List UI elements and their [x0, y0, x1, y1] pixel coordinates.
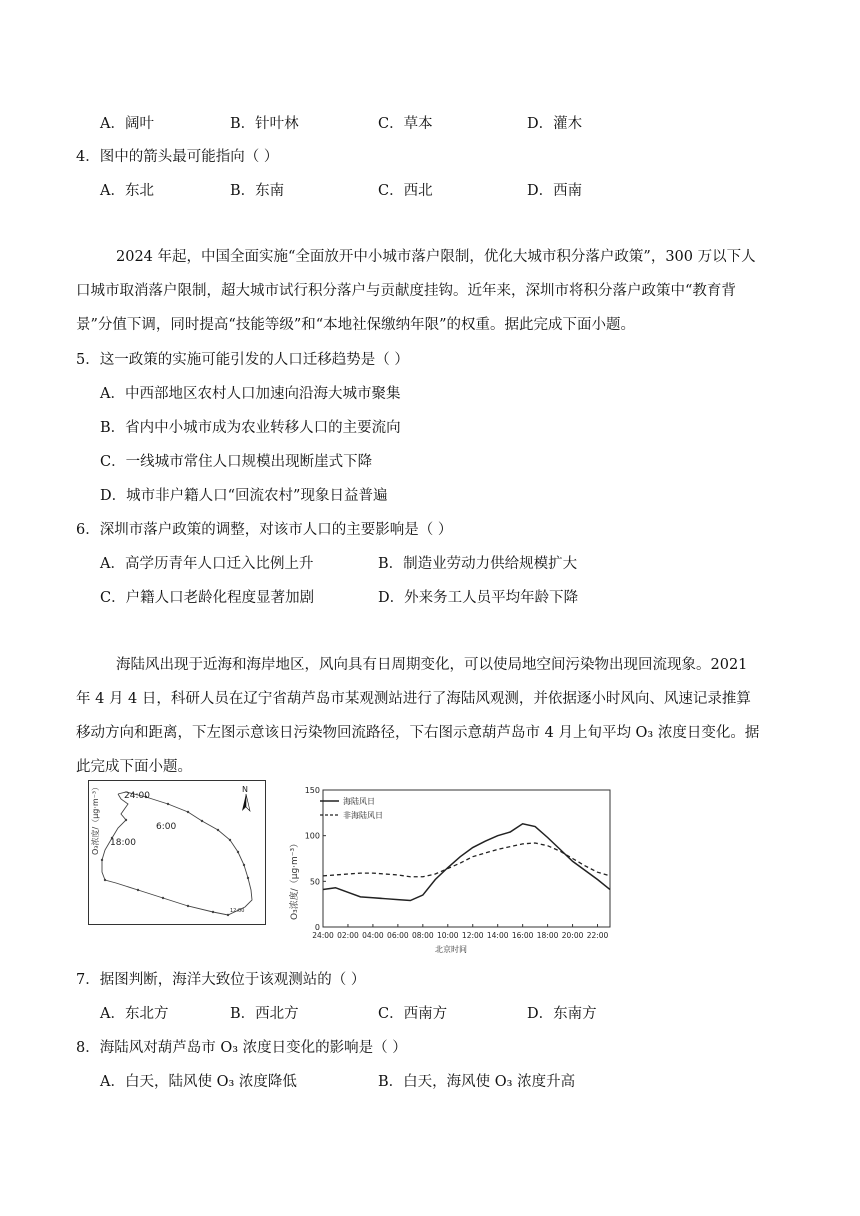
q6-option-c: C．户籍人口老龄化程度显著加剧 [100, 590, 315, 606]
legend-label: 非海陆风日 [343, 811, 383, 820]
map-label-0600: 6:00 [156, 822, 177, 832]
series-line-sea-land [323, 824, 610, 901]
q6-option-d: D．外来务工人员平均年龄下降 [378, 590, 579, 606]
x-tick-label: 22:00 [586, 931, 609, 940]
passage-2-line: 移动方向和距离，下左图示意该日污染物回流路径，下右图示意葫芦岛市 4 月上旬平均 O₃ 浓度日变化。据 [76, 725, 760, 741]
q8-option-b: B．白天，海风使 O₃ 浓度升高 [378, 1074, 576, 1090]
q5-option-a: A．中西部地区农村人口加速向沿海大城市聚集 [100, 386, 401, 402]
q5-option-d: D．城市非户籍人口“回流农村”现象日益普遍 [100, 488, 388, 504]
legend-label: 海陆风日 [343, 797, 375, 806]
x-tick-label: 04:00 [362, 931, 384, 940]
x-tick-label: 02:00 [337, 931, 359, 940]
q5-option-b: B．省内中小城市成为农业转移人口的主要流向 [100, 420, 401, 436]
passage-1 [76, 240, 788, 342]
chart-xlabel: 北京时间 [435, 945, 467, 954]
q8-stem: 8．海陆风对葫芦岛市 O₃ 浓度日变化的影响是（ ） [76, 1040, 407, 1056]
q5-stem: 5．这一政策的实施可能引发的人口迁移趋势是（ ） [76, 352, 409, 368]
q3-option-c: C．草本 [378, 116, 433, 132]
y-tick-label: 100 [304, 831, 320, 841]
q3-option-a: A．阔叶 [100, 116, 154, 132]
q7-option-d: D．东南方 [527, 1006, 597, 1022]
passage-1-line: 2024 年起，中国全面实施“全面放开中小城市落户限制，优化大城市积分落户政策”，300 万以下人 [116, 249, 756, 265]
x-tick-label: 10:00 [436, 931, 459, 940]
x-tick-label: 24:00 [312, 931, 334, 940]
q4-option-c: C．西北 [378, 183, 433, 199]
passage-2-line: 年 4 月 4 日，科研人员在辽宁省葫芦岛市某观测站进行了海陆风观测，并依据逐小时风向、风速记录推算 [76, 691, 751, 707]
x-tick-label: 20:00 [561, 931, 584, 940]
q4-stem: 4．图中的箭头最可能指向（ ） [76, 149, 279, 165]
q7-option-c: C．西南方 [378, 1006, 448, 1022]
series-line-non-sea-land [323, 843, 610, 877]
pollutant-path-map [88, 780, 266, 925]
q8-option-a: A．白天，陆风使 O₃ 浓度降低 [100, 1074, 297, 1090]
chart-ylabel: O₃浓度/（μg·m⁻³） [290, 838, 300, 920]
q7-option-a: A．东北方 [100, 1006, 169, 1022]
passage-2 [76, 648, 788, 784]
x-tick-label: 12:00 [461, 931, 484, 940]
passage-1-line: 口城市取消落户限制，超大城市试行积分落户与贡献度挂钩。近年来，深圳市将积分落户政策中“教育背 [76, 283, 736, 299]
x-tick-label: 06:00 [387, 931, 409, 940]
y-tick-label: 150 [304, 786, 320, 795]
x-tick-label: 14:00 [486, 931, 509, 940]
passage-1-line: 景”分值下调，同时提高“技能等级”和“本地社保缴纳年限”的权重。据此完成下面小题。 [76, 317, 636, 333]
x-tick-label: 16:00 [511, 931, 534, 940]
q7-option-b: B．西北方 [230, 1006, 299, 1022]
o3-chart [283, 780, 623, 956]
x-tick-label: 18:00 [536, 931, 559, 940]
q5-option-c: C．一线城市常住人口规模出现断崖式下降 [100, 454, 373, 470]
q7-stem: 7．据图判断，海洋大致位于该观测站的（ ） [76, 972, 366, 988]
map-label-2400: 24:00 [124, 791, 150, 801]
svg-text:N: N [242, 785, 248, 794]
passage-2-line: 此完成下面小题。 [76, 759, 192, 775]
map-ylabel: O₃浓度/（μg·m⁻³） [91, 782, 100, 855]
q4-option-b: B．东南 [230, 183, 285, 199]
q6-stem: 6．深圳市落户政策的调整，对该市人口的主要影响是（ ） [76, 522, 453, 538]
passage-2-line: 海陆风出现于近海和海岸地区，风向具有日周期变化，可以使局地空间污染物出现回流现象。2021 [116, 657, 748, 673]
q4-option-d: D．西南 [527, 183, 583, 199]
y-tick-label: 0 [314, 923, 320, 932]
chart-legend [320, 796, 383, 820]
y-tick-label: 50 [309, 877, 320, 887]
q3-option-d: D．灌木 [527, 116, 583, 132]
x-tick-label: 08:00 [412, 931, 434, 940]
map-label-1800: 18:00 [110, 838, 136, 848]
map-label-1200: 12:00 [230, 908, 245, 914]
q4-option-a: A．东北 [100, 183, 154, 199]
q6-option-b: B．制造业劳动力供给规模扩大 [378, 556, 578, 572]
q3-option-b: B．针叶林 [230, 116, 299, 132]
q6-option-a: A．高学历青年人口迁入比例上升 [100, 556, 314, 572]
